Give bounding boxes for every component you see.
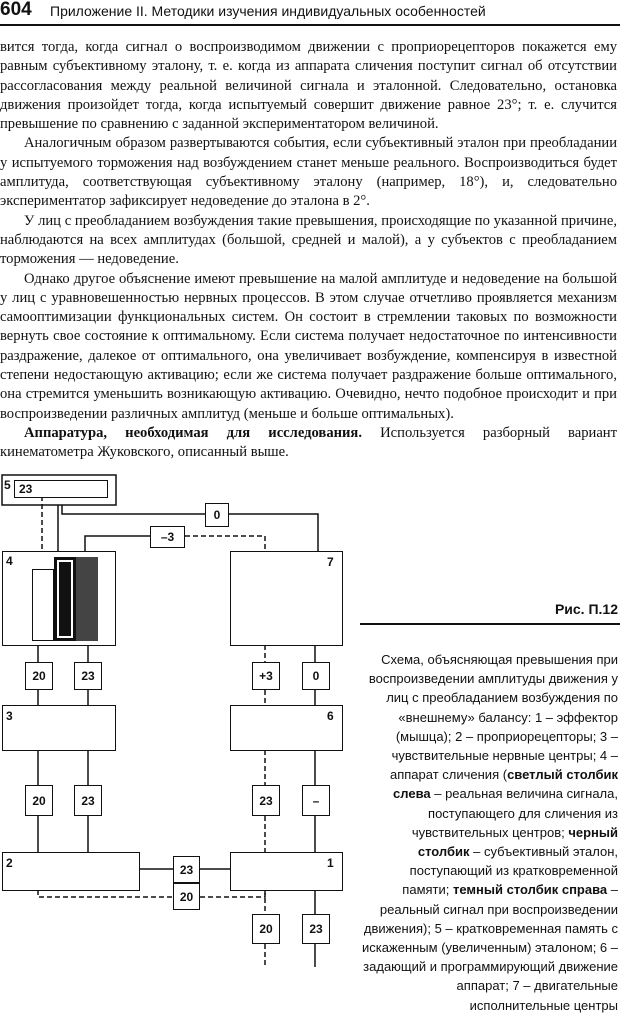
block-3-label: 3: [6, 709, 13, 723]
proprioceptors-block: [2, 852, 140, 891]
block-6-label: 6: [327, 709, 334, 723]
value-box: 23: [173, 856, 200, 883]
paragraph: Однако другое объяснение имеют превышение на малой амплитуде и недоведение на большой у лиц с уравновешенностью нервных процессов. В этом случае отчетливо проявляется механизм самооптимизации функциональных систем. Он состоит в стремлении таковых по возможности вернуть свое состояние к оптимальному. Если система получает недостаточное по интенсивности раздражение, далекое от оптимального, она увеличивает возбуждение, компенсируя в известной степени недостающую активацию; если же система получает раздражение больше оптимального, она стремится уменьшить возникающую активацию. Очевидно, нечто подобное происходит и при воспроизведении различных амплитуд (меньше и больше оптимальных).: [0, 270, 617, 422]
value-box: –: [302, 785, 330, 816]
figure-label: Рис. П.12: [554, 601, 618, 617]
body-text: [0, 38, 617, 463]
value-box: 20: [252, 914, 280, 944]
caption-bold: черный столбик: [417, 824, 618, 860]
value-box: 20: [25, 785, 53, 816]
block-2-label: 2: [6, 856, 13, 870]
caption-bold: темный столбик справа: [452, 882, 608, 898]
paragraph: Аналогичным образом развертываются события, если субъективный эталон при преобладании у испытуемого торможения над возбуждением станет меньше реального. Воспроизводиться будет амплитуда, соответствующая субъективному эталону (например, 18°), и, следовательно экспериментатор зафиксирует недоведение до эталона в 2°.: [0, 135, 617, 210]
caption-bold: светлый столбик слева: [393, 767, 618, 802]
paragraph: [0, 424, 617, 463]
bold-lead: Аппаратура, необходимая для исследования.: [24, 424, 362, 441]
caption-text: Схема, объясняющая превышения при воспроизведении амплитуды движения у лиц с преобладанием возбуждения по «внешнему» балансу: 1 – эффектор (мышца); 2 – проприорецепторы; 3 – чувствительные нервные центры; 4 – аппарат сличения (: [368, 652, 618, 783]
value-box: 23: [252, 785, 280, 816]
value-box: 23: [74, 785, 102, 816]
paragraph-rest: Используется разборный вариант кинематометра Жуковского, описанный выше.: [0, 424, 617, 461]
value-box: 23: [302, 914, 330, 944]
light-column-left: [32, 569, 54, 641]
caption-text: – субъективный эталон, поступающий из кратковременной памяти;: [402, 844, 618, 898]
value-box: 20: [173, 883, 200, 910]
block-1-label: 1: [327, 856, 334, 870]
block-7-label: 7: [327, 555, 334, 569]
figure-caption: [362, 650, 618, 1015]
value-box: 20: [25, 662, 53, 690]
page-number: 604: [0, 0, 32, 20]
minus-three-box: –3: [150, 526, 185, 548]
black-column: [54, 557, 76, 641]
top-zero-box: 0: [205, 503, 229, 527]
scheme-diagram: [0, 472, 360, 967]
block-4-label: 4: [6, 554, 13, 568]
memory-display: 23: [14, 480, 108, 498]
sensory-centers-block: [2, 705, 116, 751]
value-box: 0: [302, 662, 330, 690]
caption-text: – реальный сигнал при воспроизведении движения); 5 – кратковременная память с искаженным (увеличенным) эталоном; 6 – задающий и программирующий движение аппарат; 7 – двигательные исполнительные центры: [362, 882, 618, 1013]
block-5-label: 5: [4, 478, 11, 492]
running-head: Приложение II. Методики изучения индивидуальных особенностей: [50, 3, 486, 19]
figure-rule: [360, 623, 620, 625]
value-box: +3: [252, 662, 280, 690]
page-header: [0, 0, 620, 26]
paragraph: У лиц с преобладанием возбуждения такие превышения, происходящие по указанной причине, наблюдаются на всех амплитудах (большой, средней и малой), а у субъектов с преобладанием торможения — недоведение.: [0, 212, 617, 268]
paragraph: вится тогда, когда сигнал о воспроизводимом движении с проприорецепторов покажется ему равным субъективному эталону, т. е. когда из аппарата сличения поступит сигнал об отсутствии рассогласования между реальной величиной сигнала и эталонной. Следовательно, остановка движения произойдет тогда, когда испытуемый совершит движение равное 23°; т. е. случится превышение по сравнению с заданной экспериментатором величиной.: [0, 39, 617, 133]
dark-column-right: [76, 557, 98, 641]
value-box: 23: [74, 662, 102, 690]
caption-text: – реальная величина сигнала, поступающего для сличения из чувствительных центров;: [411, 786, 618, 840]
